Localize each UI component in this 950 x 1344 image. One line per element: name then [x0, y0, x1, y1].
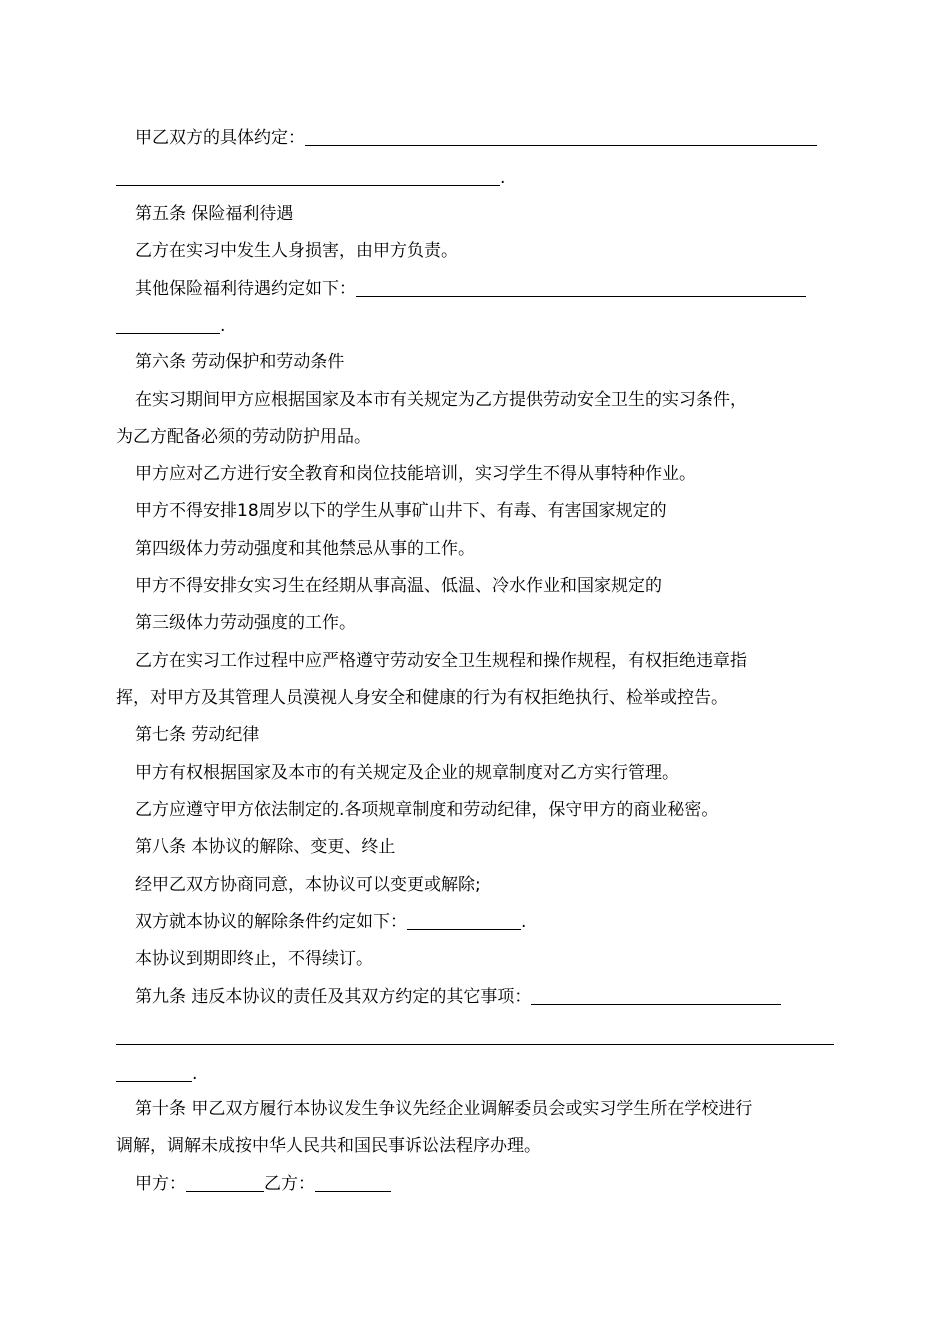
article-6-para-1b: 为乙方配备必须的劳动防护用品。	[116, 427, 371, 447]
article-7-para-1: 甲方有权根据国家及本市的有关规定及企业的规章制度对乙方实行管理。	[135, 763, 679, 783]
article-5-para-2-cont	[116, 314, 838, 338]
fill-blank	[305, 127, 817, 146]
article-6-para-4a: 甲方不得安排女实习生在经期从事高温、低温、冷水作业和国家规定的	[135, 576, 662, 596]
fill-blank	[116, 167, 500, 186]
party-a-label: 甲方：	[135, 1174, 186, 1194]
party-b-blank	[315, 1173, 391, 1192]
fill-blank	[531, 986, 781, 1005]
article-8-para-1: 经甲乙双方协商同意，本协议可以变更或解除;	[135, 875, 481, 895]
article-6-para-5b: 挥，对甲方及其管理人员漠视人身安全和健康的行为有权拒绝执行、检举或控告。	[116, 688, 728, 708]
article-6-para-3b: 第四级体力劳动强度和其他禁忌从事的工作。	[135, 539, 475, 559]
fill-blank	[407, 911, 521, 930]
fill-blank	[116, 1026, 834, 1045]
fill-blank	[356, 278, 806, 297]
text: 其他保险福利待遇约定如下：	[135, 279, 356, 299]
article-10-line-a: 第十条 甲乙双方履行本协议发生争议先经企业调解委员会或实习学生所在学校进行	[135, 1099, 753, 1119]
agreement-line	[135, 126, 838, 150]
article-6-para-2: 甲方应对乙方进行安全教育和岗位技能培训，实习学生不得从事特种作业。	[135, 464, 696, 484]
period: .	[220, 316, 226, 336]
text: 第九条 违反本协议的责任及其双方约定的其它事项：	[135, 987, 532, 1007]
article-6-para-4b: 第三级体力劳动强度的工作。	[135, 613, 356, 633]
article-5-para-2	[135, 277, 838, 301]
fill-blank	[116, 315, 220, 334]
period: .	[500, 168, 506, 188]
article-5-para-1: 乙方在实习中发生人身损害，由甲方负责。	[135, 241, 458, 261]
article-8-title: 第八条 本协议的解除、变更、终止	[135, 837, 396, 857]
article-6-para-3a: 甲方不得安排18周岁以下的学生从事矿山井下、有毒、有害国家规定的	[135, 501, 667, 521]
party-a-blank	[186, 1173, 264, 1192]
agreement-line-cont	[116, 166, 838, 190]
article-7-title: 第七条 劳动纪律	[135, 725, 260, 745]
article-7-para-2: 乙方应遵守甲方依法制定的.各项规章制度和劳动纪律，保守甲方的商业秘密。	[135, 800, 719, 820]
article-9-blank-line	[116, 1025, 838, 1049]
article-6-para-5a: 乙方在实习工作过程中应严格遵守劳动安全卫生规程和操作规程，有权拒绝违章指	[135, 651, 747, 671]
article-10-line-b: 调解，调解未成按中华人民共和国民事诉讼法程序办理。	[116, 1136, 541, 1156]
fill-blank	[116, 1063, 192, 1082]
signature-line	[135, 1172, 838, 1196]
period: .	[192, 1064, 198, 1084]
article-8-para-3: 本协议到期即终止，不得续订。	[135, 949, 373, 969]
article-6-title: 第六条 劳动保护和劳动条件	[135, 352, 345, 372]
text: 双方就本协议的解除条件约定如下：	[135, 912, 407, 932]
article-9-title	[135, 985, 838, 1009]
article-5-title: 第五条 保险福利待遇	[135, 204, 294, 224]
article-8-para-2	[135, 910, 838, 934]
article-6-para-1a: 在实习期间甲方应根据国家及本市有关规定为乙方提供劳动安全卫生的实习条件，	[135, 390, 747, 410]
party-b-label: 乙方：	[264, 1174, 315, 1194]
period: .	[521, 912, 527, 932]
article-9-blank-line-end	[116, 1062, 838, 1086]
text: 甲乙双方的具体约定：	[135, 128, 305, 148]
